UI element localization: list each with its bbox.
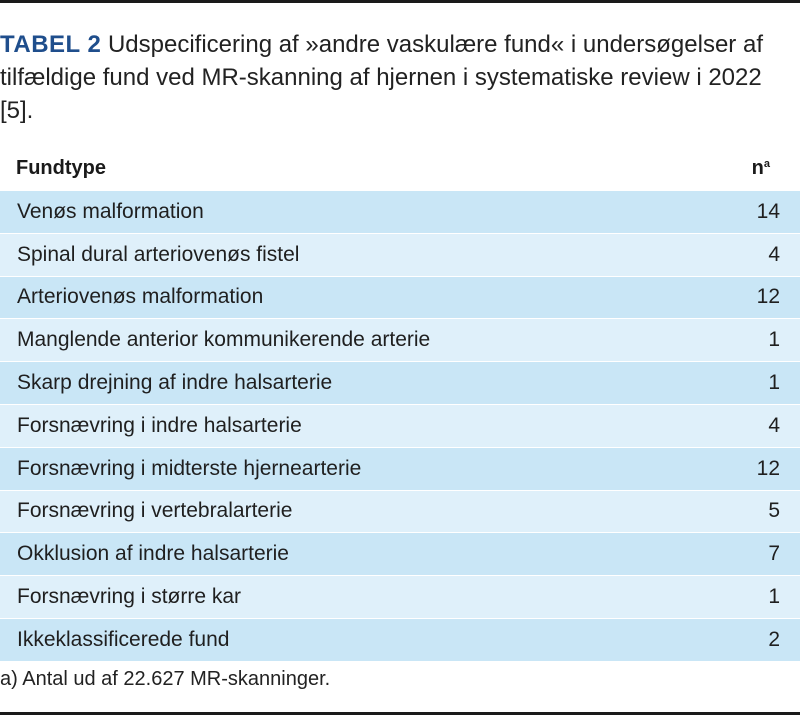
findings-table (0, 147, 800, 661)
row-type: Arteriovenøs malformation (17, 285, 264, 309)
table-label: TABEL 2 (0, 31, 102, 58)
row-count: 7 (768, 542, 780, 566)
row-count: 12 (756, 285, 780, 309)
table-row (0, 233, 800, 276)
row-type: Ikkeklassificerede fund (17, 627, 230, 651)
row-count: 1 (768, 328, 780, 352)
table-row (0, 532, 800, 575)
row-type: Manglende anterior kommunikerende arterie (17, 328, 431, 352)
row-count: 4 (768, 413, 780, 437)
table-row (0, 404, 800, 447)
row-count: 12 (756, 456, 780, 480)
table-row (0, 318, 800, 361)
row-type: Spinal dural arteriovenøs fistel (17, 242, 300, 266)
row-count: 1 (768, 371, 780, 395)
top-rule (0, 0, 800, 3)
table-row (0, 490, 800, 533)
table-row (0, 361, 800, 404)
table-header (0, 147, 800, 190)
table-caption (0, 28, 780, 127)
header-n-superscript: a (763, 158, 770, 170)
header-n (752, 157, 770, 180)
caption-text: Udspecificering af »andre vaskulære fund« i undersøgelser af tilfældige fund ved MR-skanning af hjernen i systematiske review i 2022 [5]. (0, 31, 763, 124)
header-fundtype: Fundtype (16, 157, 106, 179)
row-type: Forsnævring i midterste hjernearterie (17, 456, 362, 480)
row-type: Venøs malformation (17, 199, 204, 223)
row-count: 4 (768, 242, 780, 266)
table-row (0, 190, 800, 233)
row-type: Forsnævring i indre halsarterie (17, 413, 302, 437)
row-count: 2 (768, 627, 780, 651)
row-count: 1 (768, 585, 780, 609)
table-row (0, 447, 800, 490)
table-row (0, 575, 800, 618)
row-type: Okklusion af indre halsarterie (17, 542, 289, 566)
bottom-rule (0, 712, 800, 715)
row-count: 14 (756, 199, 780, 223)
row-type: Skarp drejning af indre halsarterie (17, 371, 333, 395)
row-type: Forsnævring i vertebralarterie (17, 499, 293, 523)
table-row (0, 618, 800, 661)
row-type: Forsnævring i større kar (17, 585, 242, 609)
table-footnote: a) Antal ud af 22.627 MR-skanninger. (0, 668, 331, 690)
row-count: 5 (768, 499, 780, 523)
table-row (0, 276, 800, 319)
header-n-label: n (751, 157, 764, 179)
